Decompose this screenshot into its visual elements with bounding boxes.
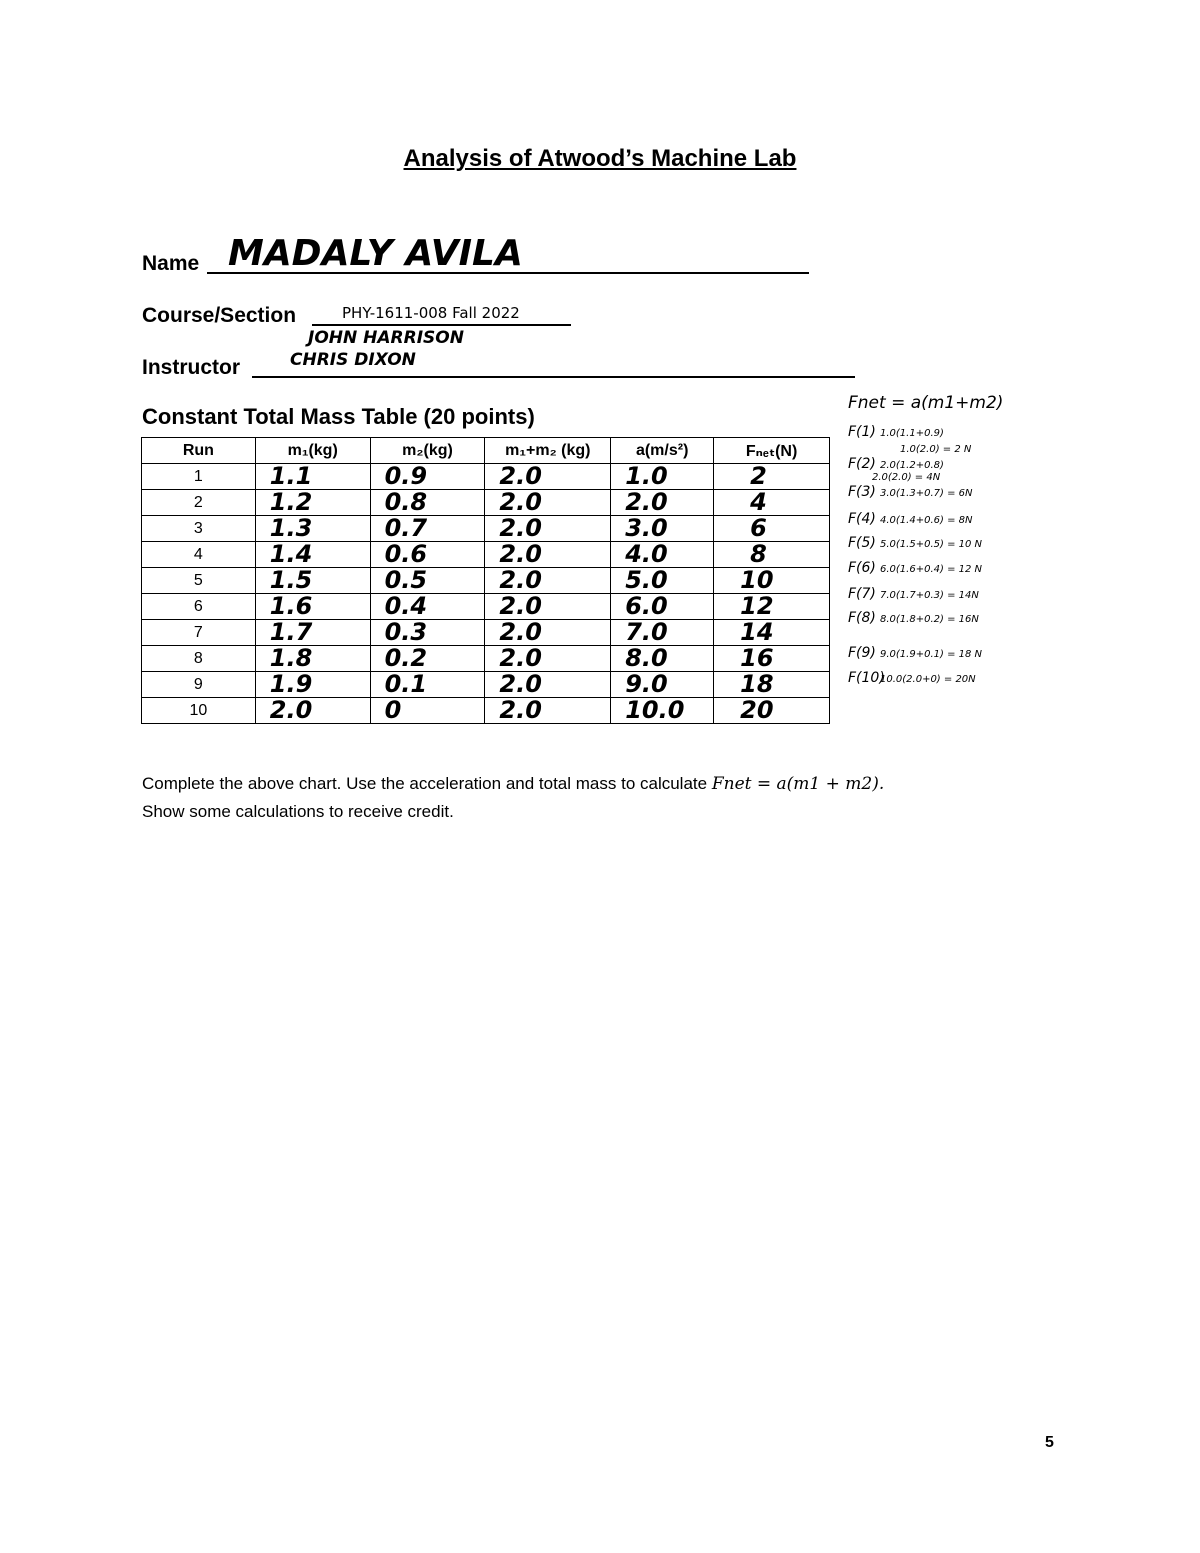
table-row (142, 516, 830, 542)
table-row (142, 698, 830, 724)
instructor-line (252, 376, 855, 378)
m2-cell: 0.5 (370, 568, 485, 594)
fnet-cell: 20 (714, 698, 830, 724)
calc-line (848, 586, 979, 602)
calc-line-text: 1.0(2.0) = 2 N (900, 444, 972, 455)
m1-cell: 1.6 (255, 594, 370, 620)
instructions-line-2: Show some calculations to receive credit. (142, 802, 454, 821)
course-section-line (312, 324, 571, 326)
instructions-formula: Fnet = a(m1 + m2). (711, 774, 885, 794)
calc-line-text: 2.0(2.0) = 4N (872, 472, 941, 483)
m2-cell: 0.3 (370, 620, 485, 646)
header-m1: m₁(kg) (255, 438, 370, 464)
table-row (142, 620, 830, 646)
calc-line (848, 560, 982, 576)
m1-cell: 1.4 (255, 542, 370, 568)
fnet-cell: 6 (714, 516, 830, 542)
table-row (142, 542, 830, 568)
m2-cell: 0.7 (370, 516, 485, 542)
acceleration-cell: 9.0 (611, 672, 714, 698)
fnet-cell: 12 (714, 594, 830, 620)
run-cell: 4 (142, 542, 256, 568)
m1-cell: 1.5 (255, 568, 370, 594)
run-cell: 5 (142, 568, 256, 594)
calc-line-text: 1.0(1.1+0.9) (880, 428, 944, 439)
calc-line-tag: F(4) (848, 511, 876, 527)
calc-line-text: 4.0(1.4+0.6) = 8N (880, 515, 973, 526)
run-cell: 10 (142, 698, 256, 724)
calc-line (848, 645, 982, 661)
total-mass-cell: 2.0 (485, 542, 611, 568)
acceleration-cell: 5.0 (611, 568, 714, 594)
calc-line-text: 9.0(1.9+0.1) = 18 N (880, 649, 983, 660)
instructions-text: Complete the above chart. Use the acceleration and total mass to calculate (142, 774, 708, 793)
instructor-label: Instructor (142, 356, 241, 379)
calc-line-text: 8.0(1.8+0.2) = 16N (880, 614, 979, 625)
course-section-label: Course/Section (142, 304, 297, 327)
total-mass-cell: 2.0 (485, 568, 611, 594)
calc-line-tag: F(8) (848, 610, 876, 626)
m1-cell: 2.0 (255, 698, 370, 724)
acceleration-cell: 7.0 (611, 620, 714, 646)
calc-line-tag: F(10) (848, 670, 885, 686)
header-m2: m₂(kg) (370, 438, 485, 464)
run-cell: 8 (142, 646, 256, 672)
acceleration-cell: 10.0 (611, 698, 714, 724)
course-section-value: PHY-1611-008 Fall 2022 (342, 304, 520, 322)
name-value: MADALY AVILA (228, 233, 523, 274)
page-number: 5 (1045, 1434, 1054, 1451)
fnet-cell: 2 (714, 464, 830, 490)
m1-cell: 1.2 (255, 490, 370, 516)
fnet-cell: 10 (714, 568, 830, 594)
table-row (142, 594, 830, 620)
m2-cell: 0.8 (370, 490, 485, 516)
calc-line-tag: F(1) (848, 424, 876, 440)
m2-cell: 0.4 (370, 594, 485, 620)
run-cell: 2 (142, 490, 256, 516)
calc-line (848, 670, 976, 686)
calc-line-tag: F(9) (848, 645, 876, 661)
acceleration-cell: 1.0 (611, 464, 714, 490)
calc-line (872, 472, 940, 483)
table-row (142, 490, 830, 516)
calc-line-text: 2.0(1.2+0.8) (880, 460, 944, 471)
fnet-cell: 4 (714, 490, 830, 516)
calc-line (848, 456, 944, 472)
table-row (142, 646, 830, 672)
instructions (142, 770, 884, 826)
acceleration-cell: 3.0 (611, 516, 714, 542)
calc-line-text: 6.0(1.6+0.4) = 12 N (880, 564, 983, 575)
calc-line-tag: F(5) (848, 535, 876, 551)
total-mass-cell: 2.0 (485, 464, 611, 490)
document-title: Analysis of Atwood’s Machine Lab (403, 145, 797, 172)
calc-line (848, 484, 972, 500)
m2-cell: 0.1 (370, 672, 485, 698)
m2-cell: 0.6 (370, 542, 485, 568)
calc-line (848, 610, 979, 626)
m1-cell: 1.1 (255, 464, 370, 490)
fnet-cell: 14 (714, 620, 830, 646)
header-total-mass: m₁+m₂ (kg) (485, 438, 611, 464)
calc-line-text: 3.0(1.3+0.7) = 6N (880, 488, 973, 499)
table-row (142, 568, 830, 594)
run-cell: 3 (142, 516, 256, 542)
table-header-row (142, 438, 830, 464)
fnet-cell: 8 (714, 542, 830, 568)
calc-line-text: 10.0(2.0+0) = 20N (880, 674, 976, 685)
calc-line-tag: F(6) (848, 560, 876, 576)
total-mass-cell: 2.0 (485, 516, 611, 542)
table-row (142, 464, 830, 490)
fnet-cell: 16 (714, 646, 830, 672)
table-row (142, 672, 830, 698)
m1-cell: 1.8 (255, 646, 370, 672)
calc-line-tag: F(2) (848, 456, 876, 472)
calc-line (848, 511, 972, 527)
instructions-line-1 (142, 770, 884, 798)
acceleration-cell: 8.0 (611, 646, 714, 672)
run-cell: 9 (142, 672, 256, 698)
m2-cell: 0.2 (370, 646, 485, 672)
m2-cell: 0 (370, 698, 485, 724)
acceleration-cell: 6.0 (611, 594, 714, 620)
instructor-value-1: JOHN HARRISON (308, 328, 464, 348)
total-mass-cell: 2.0 (485, 620, 611, 646)
run-cell: 7 (142, 620, 256, 646)
name-label: Name (142, 252, 200, 275)
constant-total-mass-table (141, 437, 830, 724)
calc-line-tag: F(7) (848, 586, 876, 602)
table-section-title: Constant Total Mass Table (20 points) (142, 404, 535, 429)
run-cell: 6 (142, 594, 256, 620)
acceleration-cell: 2.0 (611, 490, 714, 516)
total-mass-cell: 2.0 (485, 490, 611, 516)
calc-line-tag: F(3) (848, 484, 876, 500)
header-fnet: Fₙₑₜ(N) (714, 438, 830, 464)
calc-line-text: 7.0(1.7+0.3) = 14N (880, 590, 979, 601)
instructor-value-2: CHRIS DIXON (290, 350, 416, 370)
header-run: Run (142, 438, 256, 464)
total-mass-cell: 2.0 (485, 698, 611, 724)
calc-line (900, 444, 971, 455)
calc-line (848, 424, 944, 440)
header-acceleration: a(m/s²) (611, 438, 714, 464)
total-mass-cell: 2.0 (485, 594, 611, 620)
acceleration-cell: 4.0 (611, 542, 714, 568)
fnet-cell: 18 (714, 672, 830, 698)
m1-cell: 1.3 (255, 516, 370, 542)
calc-formula: Fnet = a(m1+m2) (848, 393, 1004, 413)
calc-line-text: 5.0(1.5+0.5) = 10 N (880, 539, 983, 550)
calc-line (848, 535, 982, 551)
total-mass-cell: 2.0 (485, 672, 611, 698)
m2-cell: 0.9 (370, 464, 485, 490)
m1-cell: 1.9 (255, 672, 370, 698)
run-cell: 1 (142, 464, 256, 490)
total-mass-cell: 2.0 (485, 646, 611, 672)
m1-cell: 1.7 (255, 620, 370, 646)
